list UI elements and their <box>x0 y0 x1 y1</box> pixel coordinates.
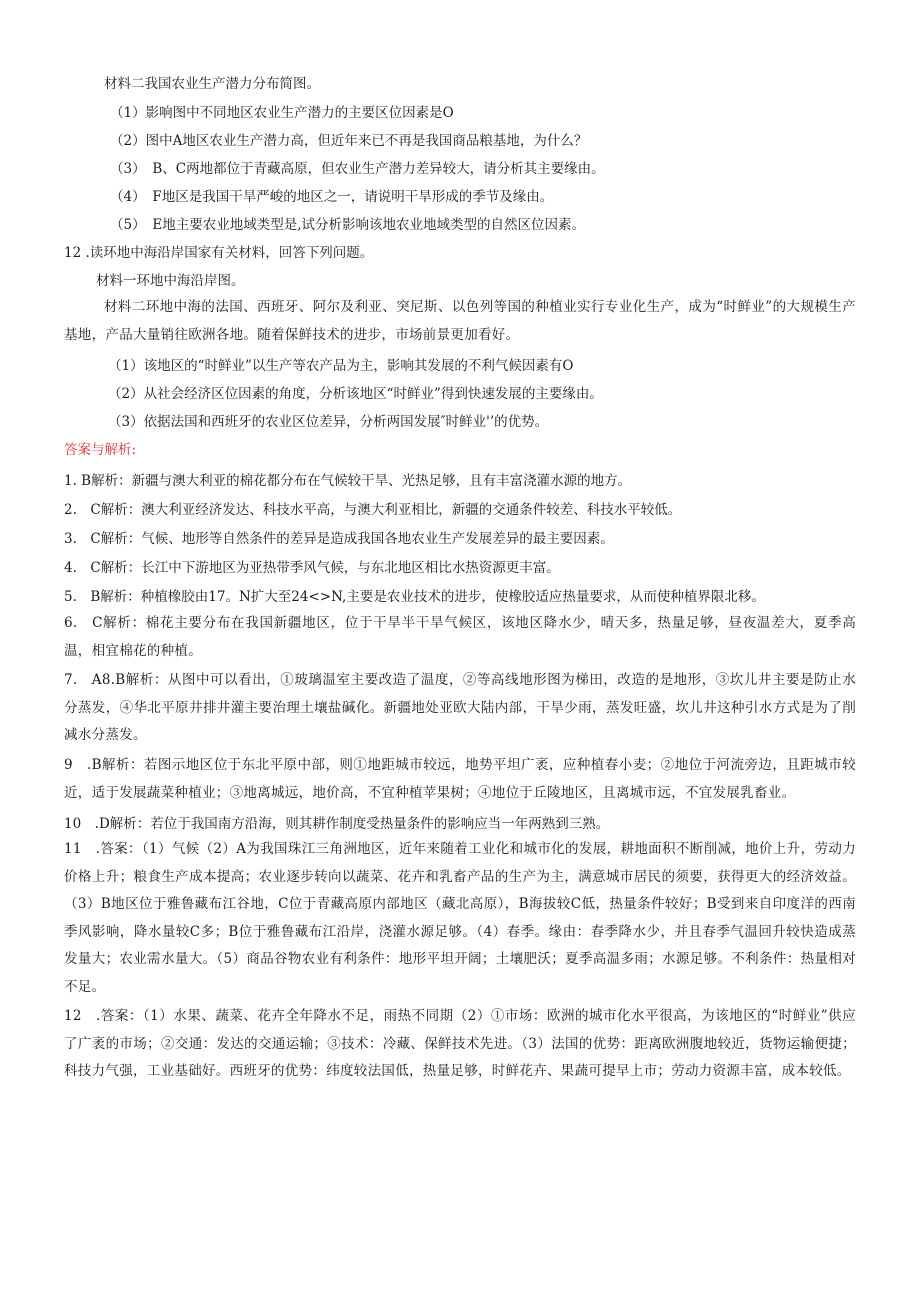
question-12-part-3: （3）依据法国和西班牙的农业区位差异，分析两国发展″时鲜业'’的优势。 <box>108 414 549 430</box>
answer-6: 6. C解析：棉花主要分布在我国新疆地区，位于干旱半干旱气候区，该地区降水少，晴天多，热量足够，昼夜温差大，夏季高温，相宜棉花的种植。 <box>64 615 856 659</box>
material-2-intro: 材料二我国农业生产潜力分布简图。 <box>104 76 320 92</box>
answer-11: 11 .答案：（1）气候（2）A为我国珠江三角洲地区，近年来随着工业化和城市化的发展，耕地面积不断削减，地价上升，劳动力价格上升；粮食生产成本提高；农业逐步转向以蔬菜、花卉和乳畜产品的生产为主，满意城市居民的须要，获得更大的经济效益。（3）B地区位于雅鲁藏布江谷地，C位于青藏高原内部地区（藏北高原），B海拔较C低，热量条件较好；B受到来自印度洋的西南季风影响，降水量较C多；B位于雅鲁藏布江沿岸，浇灌水源足够。（4）春季。缘由：春季降水少，并且春季气温回升较快造成蒸发量大；农业需水量大。（5）商品谷物农业有利条件：地形平坦开阔；土壤肥沃；夏季高温多雨；水源足够。不利条件：热量相对不足。 <box>64 841 856 995</box>
answer-3: 3. C解析：气候、地形等自然条件的差异是造成我国各地农业生产发展差异的最主要因素。 <box>64 531 614 547</box>
answer-4: 4. C解析：长江中下游地区为亚热带季风气候，与东北地区相比水热资源更丰富。 <box>64 560 560 576</box>
question-12-title: 12 .读环地中海沿岸国家有关材料，回答下列问题。 <box>64 245 374 261</box>
question-11-part-4: （4） F地区是我国干旱严峻的地区之一，请说明干旱形成的季节及缘由。 <box>110 189 554 205</box>
question-11-part-3: （3） B、C两地都位于青藏高原，但农业生产潜力差异较大，请分析其主要缘由。 <box>110 161 605 177</box>
answer-5: 5. B解析：种植橡胶由17。N扩大至24<>N,主要是农业技术的进步，使橡胶适应热量要求，从而使种植界限北移。 <box>64 589 765 605</box>
answer-12: 12 .答案：（1）水果、蔬菜、花卉全年降水不足，雨热不同期（2）①市场：欧洲的城市化水平很高，为该地区的“时鲜业”供应了广袤的市场；②交通：发达的交通运输；③技术：冷藏、保鲜技术先进。（3）法国的优势：距离欧洲腹地较近，货物运输便捷；科技力气强，工业基础好。西班牙的优势：纬度较法国低，热量足够，时鲜花卉、果蔬可提早上市；劳动力资源丰富，成本较低。 <box>64 1008 856 1079</box>
question-12-part-2: （2）从社会经济区位因素的角度，分析该地区“时鲜业”得到快速发展的主要缘由。 <box>108 386 603 402</box>
question-11-part-5: （5） E地主要农业地域类型是,试分析影响该地农业地域类型的自然区位因素。 <box>110 217 585 233</box>
answer-10: 10 .D解析：若位于我国南方沿海，则其耕作制度受热量条件的影响应当一年两熟到三熟。 <box>64 816 610 832</box>
answer-1: 1. B解析：新疆与澳大利亚的棉花都分布在气候较干旱、光热足够，且有丰富浇灌水源的地方。 <box>64 473 632 489</box>
question-12-material-2: 材料二环地中海的法国、西班牙、阿尔及利亚、突尼斯、以色列等国的种植业实行专业化生产，成为“时鲜业”的大规模生产基地，产品大量销往欧洲各地。随着保鲜技术的进步，市场前景更加看好。 <box>64 299 856 343</box>
question-11-part-2: （2）图中A地区农业生产潜力高，但近年来已不再是我国商品粮基地，为什么？ <box>110 133 588 149</box>
question-12-material-1: 材料一环地中海沿岸图。 <box>96 273 245 289</box>
question-11-part-1: （1）影响图中不同地区农业生产潜力的主要区位因素是O <box>110 105 454 121</box>
answer-7-8: 7. A8.B解析：从图中可以看出，①玻璃温室主要改造了温度，②等高线地形图为梯田，改造的是地形，③坎儿井主要是防止水分蒸发，④华北平原井排井灌主要治理土壤盐碱化。新疆地处亚欧大陆内部，干旱少雨，蒸发旺盛，坎儿井这种引水方式是为了削减水分蒸发。 <box>64 672 856 743</box>
question-12-part-1: （1）该地区的“时鲜业”以生产等农产品为主，影响其发展的不利气候因素有O <box>108 358 574 374</box>
answer-9: 9 .B解析：若图示地区位于东北平原中部，则①地距城市较远，地势平坦广袤，应种植春小麦；②地位于河流旁边，且距城市较近，适于发展蔬菜种植业；③地离城远，地价高，不宜种植苹果树；④地位于丘陵地区，且离城市远，不宜发展乳畜业。 <box>64 757 856 801</box>
answer-2: 2. C解析：澳大利亚经济发达、科技水平高，与澳大利亚相比，新疆的交通条件较差、科技水平较低。 <box>64 502 682 518</box>
answers-heading: 答案与解析: <box>64 442 137 458</box>
